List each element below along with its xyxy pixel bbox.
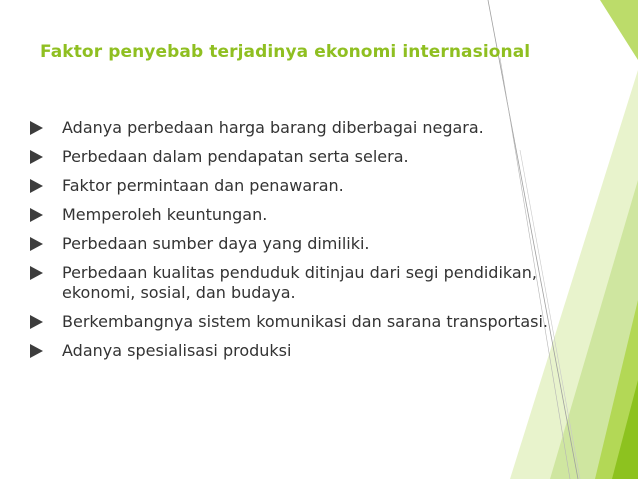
bullet-text: Berkembangnya sistem komunikasi dan sarana transportasi. <box>62 312 548 331</box>
slide-title: Faktor penyebab terjadinya ekonomi internasional <box>40 42 531 62</box>
bullet-text: Adanya spesialisasi produksi <box>62 341 292 360</box>
bullet-item <box>26 176 596 196</box>
right-triangle-arrow-icon <box>30 150 43 164</box>
bullet-item <box>26 205 596 225</box>
bullet-item <box>26 341 596 361</box>
right-triangle-arrow-icon <box>30 208 43 222</box>
bullet-text: Perbedaan sumber daya yang dimiliki. <box>62 234 370 253</box>
right-triangle-arrow-icon <box>30 344 43 358</box>
right-triangle-arrow-icon <box>30 315 43 329</box>
bullet-text: Adanya perbedaan harga barang diberbagai negara. <box>62 118 484 137</box>
bullet-item <box>26 118 596 138</box>
bullet-text: Perbedaan kualitas penduduk ditinjau dari segi pendidikan, ekonomi, sosial, dan budaya. <box>62 263 537 302</box>
bullet-text: Perbedaan dalam pendapatan serta selera. <box>62 147 409 166</box>
bullet-item <box>26 234 596 254</box>
right-triangle-arrow-icon <box>30 121 43 135</box>
right-triangle-arrow-icon <box>30 237 43 251</box>
bullet-text: Memperoleh keuntungan. <box>62 205 268 224</box>
bullet-item <box>26 263 596 303</box>
right-triangle-arrow-icon <box>30 179 43 193</box>
right-triangle-arrow-icon <box>30 266 43 280</box>
bullet-list <box>26 118 596 361</box>
bullet-text: Faktor permintaan dan penawaran. <box>62 176 344 195</box>
bullet-item <box>26 312 596 332</box>
bullet-item <box>26 147 596 167</box>
